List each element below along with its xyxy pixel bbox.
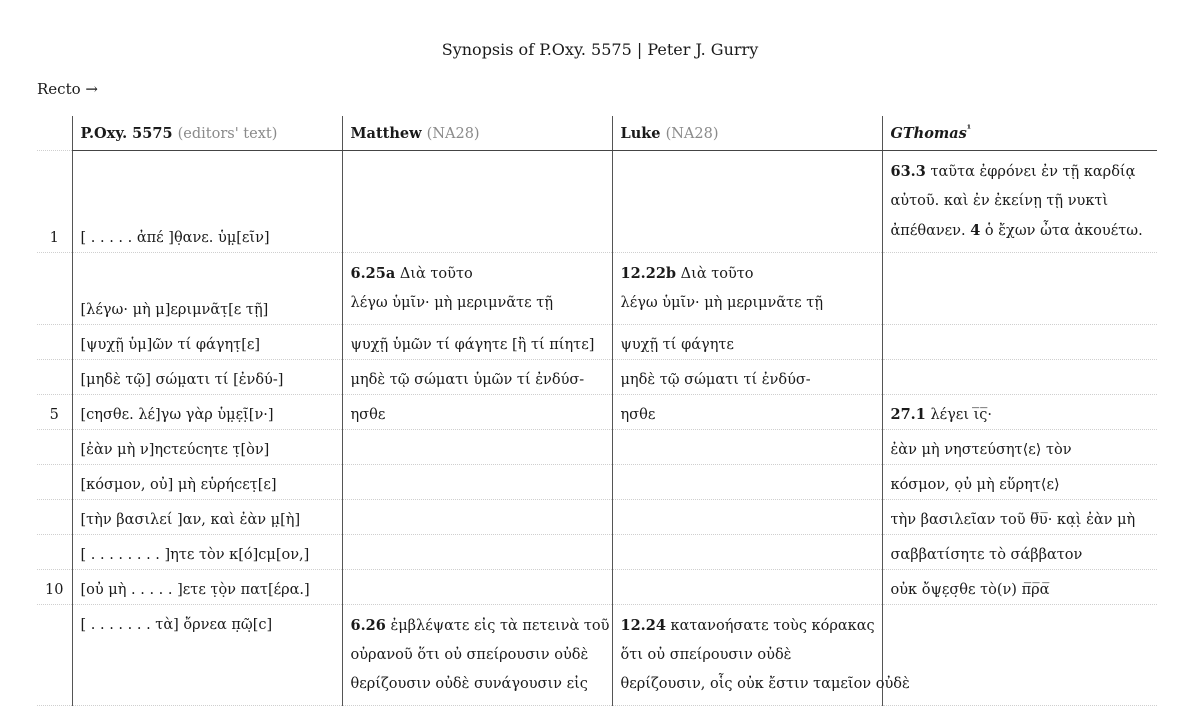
matthew-line xyxy=(351,259,604,289)
poxy-cell: [ . . . . . . . . ]ητε τὸν κ[ό]cμ[ον,] xyxy=(72,535,342,570)
matthew-cell: μηδὲ τῷ σώματι ὑμῶν τί ἐνδύσ- xyxy=(342,360,612,395)
line-number xyxy=(37,500,72,535)
header-row xyxy=(37,116,1157,151)
line-number xyxy=(37,465,72,500)
verse-ref: 4 xyxy=(970,222,981,239)
line-number xyxy=(37,360,72,395)
column-header-matthew-name: Matthew xyxy=(350,124,422,142)
poxy-cell xyxy=(72,605,342,706)
luke-line xyxy=(621,259,874,289)
matthew-cell xyxy=(342,605,612,706)
thomas-cell: οὐκ ὄψ̣ε̣σ̣θε τὸ(ν) π̅ρ̅α̅ xyxy=(882,570,1157,605)
thomas-text: λέγει ι̅ς̅· xyxy=(930,407,993,423)
line-number xyxy=(37,325,72,360)
matthew-text: Διὰ τοῦτο xyxy=(399,266,473,282)
table-row xyxy=(37,430,1157,465)
matthew-cell: ησθε xyxy=(342,395,612,430)
thomas-cell xyxy=(882,360,1157,395)
table-row xyxy=(37,605,1157,706)
poxy-cell: [ψυχῇ ὑμ]ῶν τί φάγητ̣[ε] xyxy=(72,325,342,360)
verse-ref: 27.1 xyxy=(890,406,926,423)
poxy-line: [ . . . . . . . τὰ] ὄρνεα π̣ῶ̣[c] xyxy=(80,617,273,633)
line-number: 10 xyxy=(37,570,72,605)
column-header-poxy xyxy=(72,116,342,151)
table-row xyxy=(37,151,1157,253)
thomas-cell xyxy=(882,325,1157,360)
thomas-cell xyxy=(882,151,1157,253)
matthew-cell: ψυχῇ ὑμῶν τί φάγητε [ἢ τί πίητε] xyxy=(342,325,612,360)
column-header-poxy-note: (editors' text) xyxy=(177,125,278,142)
matthew-cell xyxy=(342,535,612,570)
thomas-line xyxy=(891,216,1150,246)
recto-label: Recto → xyxy=(37,80,98,98)
thomas-cell: τὴν βασιλεῖαν τοῦ θ̅υ̅· κα̣ὶ̣ ἐὰν μὴ xyxy=(882,500,1157,535)
line-number-header xyxy=(37,116,72,151)
poxy-cell: [μηδὲ τῷ] σώμ̣ατι τί [ἐνδύ-] xyxy=(72,360,342,395)
luke-cell xyxy=(612,151,882,253)
luke-cell xyxy=(612,465,882,500)
table-row xyxy=(37,570,1157,605)
thomas-cell xyxy=(882,253,1157,325)
line-number xyxy=(37,430,72,465)
verse-ref: 63.3 xyxy=(890,163,926,180)
table-row xyxy=(37,253,1157,325)
matthew-cell xyxy=(342,430,612,465)
line-number xyxy=(37,535,72,570)
thomas-text: ὁ ἔχων ὦτα ἀκουέτω. xyxy=(984,223,1143,239)
matthew-cell xyxy=(342,151,612,253)
table-row xyxy=(37,395,1157,430)
luke-cell xyxy=(612,605,910,706)
thomas-cell xyxy=(882,395,1157,430)
poxy-cell: [κόσμον, οὐ] μὴ εὑρήcετ̣[ε] xyxy=(72,465,342,500)
column-header-luke-note: (NA28) xyxy=(665,125,719,142)
poxy-cell: [τὴν βασιλεί ]αν, καὶ ἐὰν μ̣[ὴ] xyxy=(72,500,342,535)
thomas-text: ἀπέθανεν. xyxy=(890,223,966,239)
poxy-cell: [ . . . . . ἀπέ ]θ̣ανε. ὑμ̣[εῖν] xyxy=(72,151,342,253)
poxy-cell: [ἐὰν μὴ ν]ηcτεύcητε τ̣[ὸν] xyxy=(72,430,342,465)
luke-line: λέγω ὑμῖν· μὴ μεριμνᾶτε τῇ xyxy=(620,295,824,311)
matthew-cell xyxy=(342,500,612,535)
verse-ref: 12.22b xyxy=(620,265,677,282)
column-header-matthew xyxy=(342,116,612,151)
luke-line: θερίζουσιν, οἷς οὐκ ἔστιν ταμεῖον οὐδὲ xyxy=(620,676,910,692)
verse-ref: 12.24 xyxy=(620,617,666,634)
line-number xyxy=(37,605,72,706)
column-header-luke xyxy=(612,116,882,151)
verse-ref: 6.26 xyxy=(350,617,386,634)
thomas-line xyxy=(891,157,1150,187)
line-number: 5 xyxy=(37,395,72,430)
luke-cell xyxy=(612,430,882,465)
poxy-cell: [λέγω· μὴ μ]εριμνᾶτ̣[ε τῇ] xyxy=(72,253,342,325)
luke-cell xyxy=(612,253,882,325)
matthew-line xyxy=(350,611,610,641)
luke-cell xyxy=(612,570,882,605)
luke-cell xyxy=(612,500,882,535)
page-title: Synopsis of P.Oxy. 5575 | Peter J. Gurry xyxy=(441,40,759,59)
table-row xyxy=(37,325,1157,360)
poxy-cell: [cησθε. λέ]γω γὰρ ὑμ̣ε̣ῖ̣[ν·] xyxy=(72,395,342,430)
matthew-line: οὐρανοῦ ὅτι οὐ σπείρουσιν οὐδὲ xyxy=(350,647,589,663)
matthew-cell xyxy=(342,253,612,325)
matthew-text: ἐμβλέψατε εἰς τὰ πετεινὰ τοῦ xyxy=(390,618,610,634)
poxy-cell: [οὐ μὴ . . . . . ]ετε τ̣ὸ̣ν πατ[έρα.] xyxy=(72,570,342,605)
thomas-text: ταῦτα ἐφρόνει ἐν τῇ καρδίᾳ xyxy=(930,164,1136,180)
footnote-marker: ¹ xyxy=(966,124,972,136)
thomas-cell: σαββατίσητε τὸ σάββατον xyxy=(882,535,1157,570)
luke-cell: ψυχῇ τί φάγητε xyxy=(612,325,882,360)
synopsis-table xyxy=(37,116,1157,706)
column-header-thomas-name: GThomas xyxy=(890,124,967,142)
thomas-cell: κόσμον, ο̣ὐ μὴ εὕρητ⟨ε⟩ xyxy=(882,465,1157,500)
verse-ref: 6.25a xyxy=(350,265,396,282)
column-header-thomas xyxy=(882,116,1157,151)
thomas-cell: ἐὰν μὴ νηστεύσητ⟨ε⟩ τὸν xyxy=(882,430,1157,465)
table-row xyxy=(37,500,1157,535)
line-number xyxy=(37,253,72,325)
table-row xyxy=(37,465,1157,500)
thomas-cell xyxy=(882,605,1157,706)
luke-cell: ησθε xyxy=(612,395,882,430)
matthew-line: θερίζουσιν οὐδὲ συνάγουσιν εἰς xyxy=(350,676,588,692)
luke-line: ὅτι οὐ σπείρουσιν οὐδὲ xyxy=(620,647,792,663)
thomas-line: αὐτοῦ. καὶ ἐν ἐκείνῃ τῇ νυκτὶ xyxy=(890,193,1109,209)
luke-line xyxy=(621,611,874,641)
column-header-luke-name: Luke xyxy=(620,124,661,142)
table-row xyxy=(37,535,1157,570)
column-header-poxy-name: P.Oxy. 5575 xyxy=(80,124,173,142)
matthew-cell xyxy=(342,465,612,500)
matthew-cell xyxy=(342,570,612,605)
luke-cell: μηδὲ τῷ σώματι τί ἐνδύσ- xyxy=(612,360,882,395)
table-row xyxy=(37,360,1157,395)
luke-cell xyxy=(612,535,882,570)
line-number: 1 xyxy=(37,151,72,253)
column-header-matthew-note: (NA28) xyxy=(426,125,480,142)
luke-text: κατανοήσατε τοὺς κόρακας xyxy=(670,618,875,634)
luke-text: Διὰ τοῦτο xyxy=(680,266,754,282)
matthew-line: λέγω ὑμῖν· μὴ μεριμνᾶτε τῇ xyxy=(350,295,554,311)
